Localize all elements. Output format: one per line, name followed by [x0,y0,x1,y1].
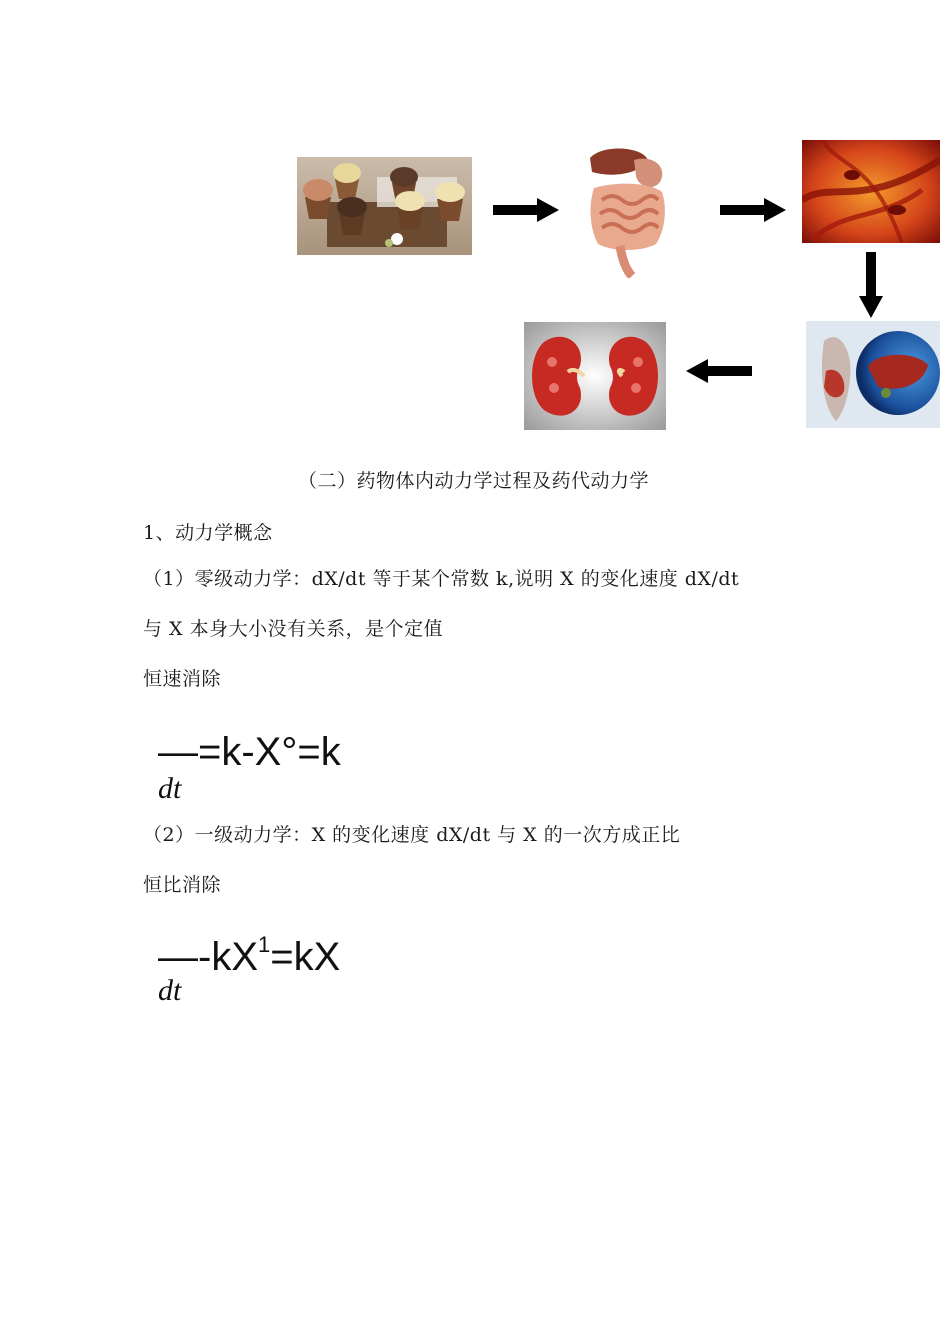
first-order-description: （2）一级动力学：X 的变化速度 dX/dt 与 X 的一次方成正比 [143,824,681,846]
arrow-left-icon [686,359,752,387]
zero-order-label: 恒速消除 [143,668,222,690]
zero-order-description-line1: （1）零级动力学：dX/dt 等于某个常数 k,说明 X 的变化速度 dX/dt [143,568,740,590]
arrow-right-icon [720,198,786,226]
first-order-formula-denominator: dt [158,974,182,1007]
cupcakes-image [297,157,472,255]
zero-order-description-line2: 与 X 本身大小没有关系，是个定值 [143,618,444,640]
first-order-formula [158,934,340,977]
zero-order-formula-denominator: dt [158,772,182,805]
digestive-system-image [582,140,674,278]
formula-first-superscript: 1 [258,932,271,957]
first-order-label: 恒比消除 [143,874,222,896]
arrow-down-icon [859,252,883,322]
formula-first-suffix: =kX [270,935,341,979]
formula-first-prefix: —-kX [158,935,258,979]
blood-vessels-image [802,140,940,243]
zero-order-formula [158,732,341,772]
formula-zero-main: —=k-X°=k [158,730,341,774]
kidneys-image [524,322,666,430]
arrow-right-icon [493,198,559,226]
liver-image [806,321,940,428]
heading-kinetics-concept: 1、动力学概念 [143,522,273,544]
section-title: （二）药物体内动力学过程及药代动力学 [298,470,650,492]
